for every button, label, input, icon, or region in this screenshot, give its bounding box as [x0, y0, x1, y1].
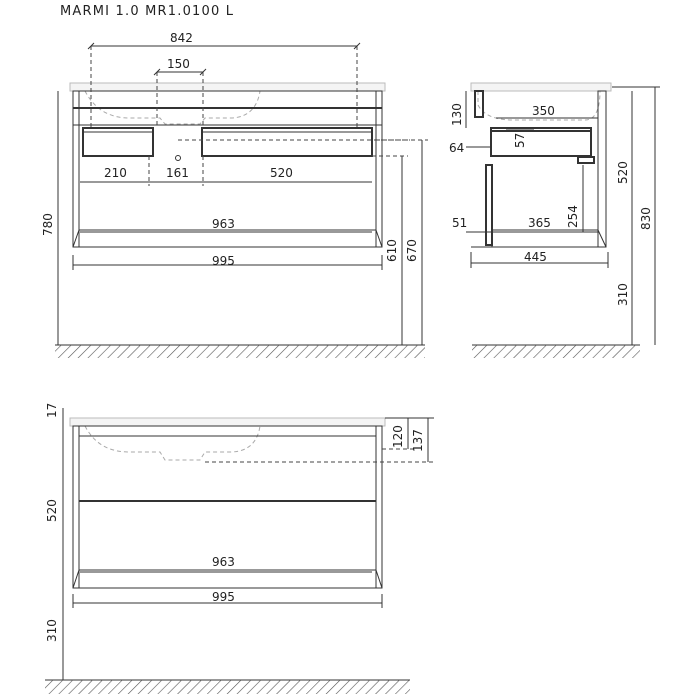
dim-side-445: 445	[524, 250, 547, 264]
dim-outer-width: 995	[212, 254, 235, 268]
dim-drawer-outer: 995	[212, 590, 235, 604]
dim-side-350: 350	[532, 104, 555, 118]
countertop	[70, 83, 385, 91]
dim-total-height: 780	[41, 213, 55, 236]
dim-side-57: 57	[513, 132, 527, 148]
dim-height-610: 610	[385, 239, 399, 262]
dim-drain-width: 150	[167, 57, 190, 71]
dim-side-130: 130	[450, 103, 464, 126]
dim-inner-width: 963	[212, 217, 235, 231]
dim-side-254: 254	[566, 205, 580, 228]
dim-drawer-137: 137	[411, 429, 425, 452]
dim-drawer-mid: 161	[166, 166, 189, 180]
drawer-view	[45, 403, 434, 694]
side-view	[449, 83, 660, 358]
dim-drawer-left: 210	[104, 166, 127, 180]
dim-height-670: 670	[405, 239, 419, 262]
dim-drawer-310: 310	[45, 619, 59, 642]
dim-drawer-inner: 963	[212, 555, 235, 569]
dim-drawer-120: 120	[391, 425, 405, 448]
dim-basin-width: 842	[170, 31, 193, 45]
dim-side-365: 365	[528, 216, 551, 230]
dim-side-310: 310	[616, 283, 630, 306]
floor-hatch-side	[472, 345, 640, 358]
dim-drawer-right: 520	[270, 166, 293, 180]
dim-side-520: 520	[616, 161, 630, 184]
bottom-shelf	[79, 230, 376, 247]
dim-side-64: 64	[449, 141, 465, 155]
dim-side-830: 830	[639, 207, 653, 230]
dim-drawer-520: 520	[45, 499, 59, 522]
floor-hatch-drawer	[45, 680, 410, 694]
dim-drawer-17: 17	[45, 402, 59, 418]
floor-hatch-front	[55, 345, 425, 358]
front-view	[41, 31, 428, 358]
drawing-title: MARMI 1.0 MR1.0100 L	[60, 4, 235, 19]
dim-side-51: 51	[452, 216, 468, 230]
side-panel	[598, 91, 606, 247]
